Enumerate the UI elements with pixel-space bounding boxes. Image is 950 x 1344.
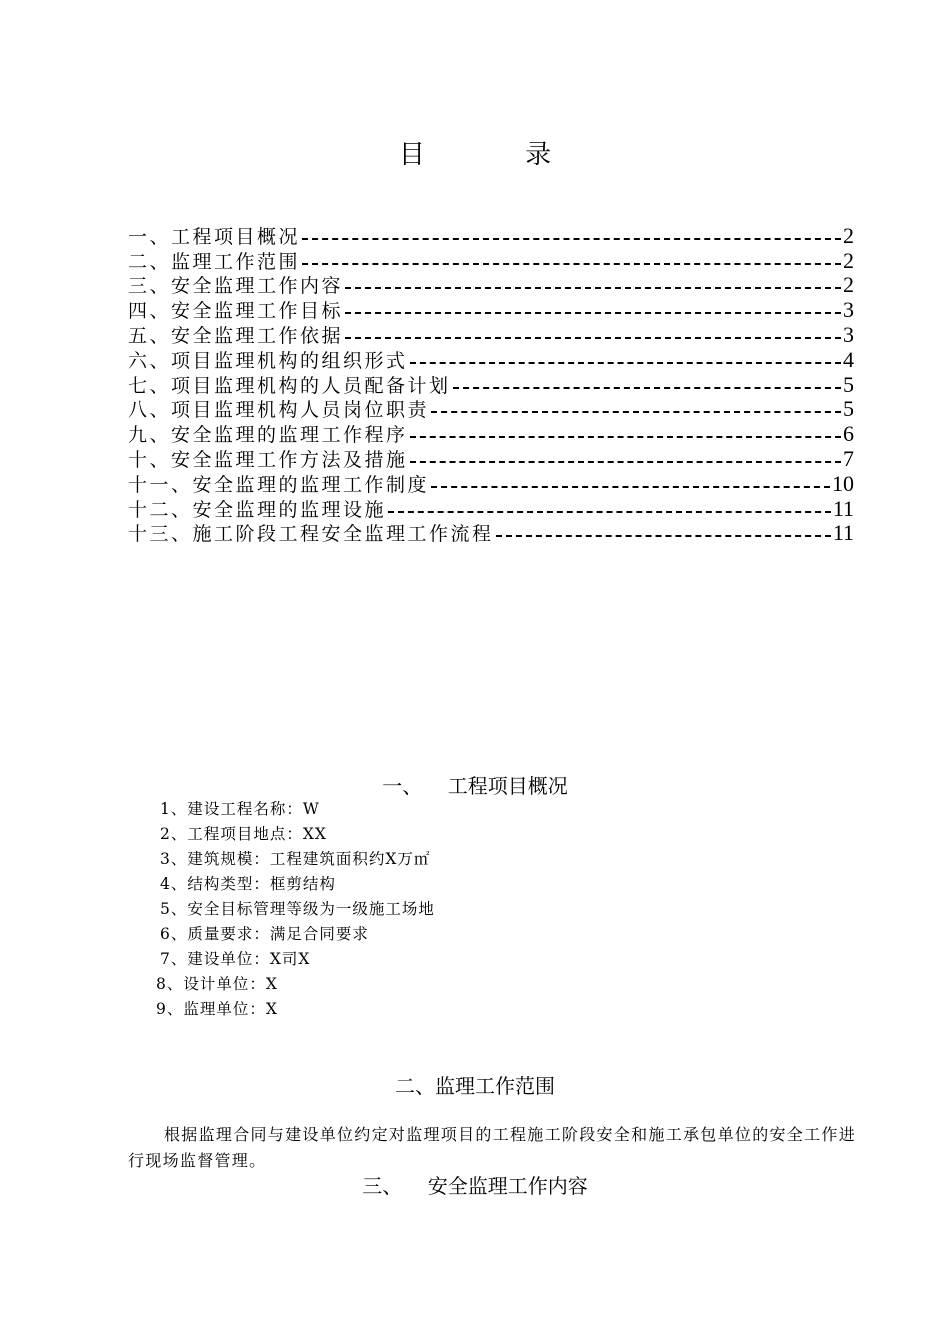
toc-leader-dashes — [410, 436, 841, 438]
list-item: 3、建筑规模：工程建筑面积约X万㎡ — [160, 850, 431, 868]
toc-entry[interactable] — [128, 422, 854, 447]
list-item: 9、监理单位：X — [156, 1000, 278, 1018]
toc-entry[interactable] — [128, 323, 854, 348]
toc-entry-page: 11 — [832, 495, 854, 521]
toc-entry-page: 3 — [843, 321, 854, 347]
table-of-contents — [128, 224, 854, 546]
list-item: 6、质量要求：满足合同要求 — [160, 925, 369, 943]
toc-leader-dashes — [453, 387, 841, 389]
toc-entry[interactable] — [128, 472, 854, 497]
toc-entry[interactable] — [128, 497, 854, 522]
toc-entry-page: 11 — [832, 520, 854, 546]
toc-leader-dashes — [496, 535, 831, 537]
section-3-heading: 三、 安全监理工作内容 — [362, 1174, 588, 1198]
toc-leader-dashes — [302, 238, 841, 240]
toc-leader-dashes — [345, 337, 841, 339]
toc-leader-dashes — [302, 263, 841, 265]
toc-entry[interactable] — [128, 398, 854, 423]
toc-leader-dashes — [410, 362, 841, 364]
toc-entry[interactable] — [128, 274, 854, 299]
toc-entry-label: 十、安全监理工作方法及措施 — [128, 448, 408, 471]
toc-entry-label: 六、项目监理机构的组织形式 — [128, 349, 408, 372]
toc-entry[interactable] — [128, 373, 854, 398]
toc-entry[interactable] — [128, 447, 854, 472]
list-item: 7、建设单位：X司X — [160, 950, 311, 968]
toc-entry-page: 6 — [843, 421, 854, 447]
toc-entry-page: 2 — [843, 247, 854, 273]
toc-entry-label: 八、项目监理机构人员岗位职责 — [128, 399, 430, 422]
toc-entry[interactable] — [128, 224, 854, 249]
toc-entry-label: 四、安全监理工作目标 — [128, 300, 344, 323]
list-item: 5、安全目标管理等级为一级施工场地 — [160, 900, 435, 918]
toc-entry-label: 五、安全监理工作依据 — [128, 324, 344, 347]
toc-entry-page: 10 — [832, 470, 854, 496]
toc-entry-label: 一、工程项目概况 — [128, 225, 301, 248]
toc-entry[interactable] — [128, 249, 854, 274]
list-item: 4、结构类型：框剪结构 — [160, 875, 336, 893]
toc-entry[interactable] — [128, 348, 854, 373]
list-item: 1、建设工程名称：W — [160, 800, 320, 818]
toc-entry-label: 三、安全监理工作内容 — [128, 275, 344, 298]
list-item: 8、设计单位：X — [156, 975, 278, 993]
section-2-paragraph: 根据监理合同与建设单位约定对监理项目的工程施工阶段安全和施工承包单位的安全工作进行现场监督管理。 — [128, 1125, 857, 1170]
project-overview-list — [156, 797, 435, 1022]
toc-entry-page: 4 — [843, 346, 854, 372]
toc-entry[interactable] — [128, 298, 854, 323]
toc-leader-dashes — [410, 461, 841, 463]
toc-leader-dashes — [388, 511, 831, 513]
toc-entry-page: 3 — [843, 297, 854, 323]
section-2-heading: 二、监理工作范围 — [395, 1074, 555, 1098]
toc-leader-dashes — [431, 411, 841, 413]
toc-entry-label: 二、监理工作范围 — [128, 250, 301, 273]
toc-leader-dashes — [431, 486, 830, 488]
toc-entry-label: 十二、安全监理的监理设施 — [128, 498, 387, 521]
toc-entry-label: 七、项目监理机构的人员配备计划 — [128, 374, 451, 397]
toc-entry-page: 5 — [843, 371, 854, 397]
toc-leader-dashes — [345, 287, 841, 289]
toc-title: 目 录 — [398, 140, 598, 170]
section-1-heading: 一、 工程项目概况 — [382, 774, 568, 798]
toc-entry-page: 7 — [843, 445, 854, 471]
toc-entry-label: 九、安全监理的监理工作程序 — [128, 424, 408, 447]
toc-leader-dashes — [345, 312, 841, 314]
toc-entry-page: 2 — [843, 272, 854, 298]
toc-entry-label: 十三、施工阶段工程安全监理工作流程 — [128, 523, 494, 546]
toc-entry-label: 十一、安全监理的监理工作制度 — [128, 473, 430, 496]
list-item: 2、工程项目地点：XX — [160, 825, 327, 843]
toc-entry-page: 2 — [843, 222, 854, 248]
toc-entry[interactable] — [128, 522, 854, 547]
toc-entry-page: 5 — [843, 396, 854, 422]
